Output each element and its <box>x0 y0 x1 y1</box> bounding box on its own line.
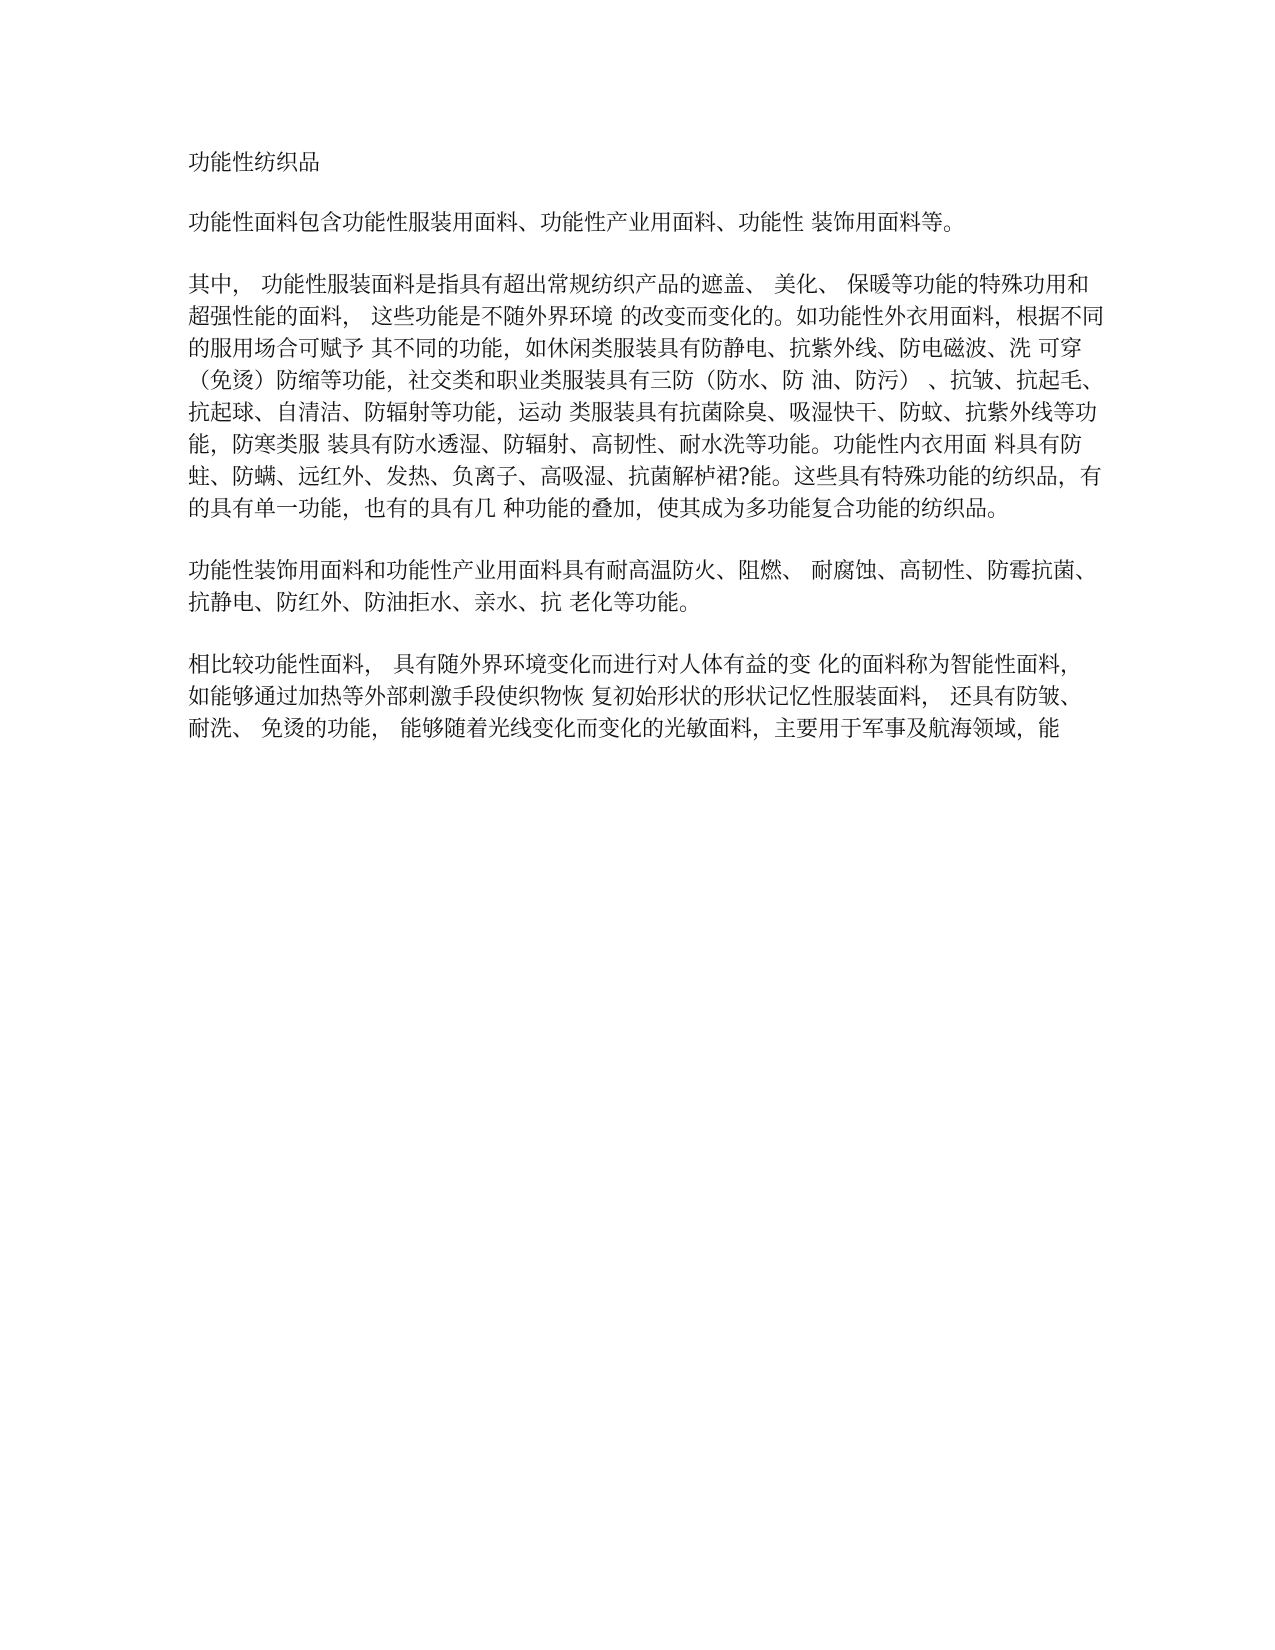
paragraph-smart-fabrics: 相比较功能性面料， 具有随外界环境变化而进行对人体有益的变 化的面料称为智能性面料， 如能够通过加热等外部刺激手段使织物恢 复初始形状的形状记忆性服装面料， 还具有防皱、 耐洗、 免烫的功能， 能够随着光线变化而变化的光敏面料，主要用于军事及航海领域，能 <box>188 653 1089 742</box>
paragraph-decorative-industrial-fabrics: 功能性装饰用面料和功能性产业用面料具有耐高温防火、阻燃、 耐腐蚀、高韧性、防霉抗菌、抗静电、防红外、防油拒水、亲水、抗 老化等功能。 <box>188 559 1097 616</box>
paragraph-fabric-categories: 功能性面料包含功能性服装用面料、功能性产业用面料、功能性 装饰用面料等。 <box>188 211 965 236</box>
document-body <box>188 148 1108 776</box>
document-title: 功能性纺织品 <box>188 151 321 176</box>
paragraph-apparel-fabrics: 其中， 功能性服装面料是指具有超出常规纺织产品的遮盖、 美化、 保暖等功能的特殊功用和超强性能的面料， 这些功能是不随外界环境 的改变而变化的。如功能性外衣用面料，根据不同的服用场合可赋予 其不同的功能，如休闲类服装具有防静电、抗紫外线、防电磁波、洗 可穿（免烫）防缩等功能，社交类和职业类服装具有三防（防水、防 油、防污） 、抗皱、抗起毛、抗起球、自清洁、防辐射等功能，运动 类服装具有抗菌除臭、吸湿快干、防蚊、抗紫外线等功能，防寒类服 装具有防水透湿、防辐射、高韧性、耐水洗等功能。功能性内衣用面 料具有防蛀、防螨、远红外、发热、负离子、高吸湿、抗菌解栌裙?能。这些具有特殊功能的纺织品，有的具有单一功能，也有的具有几 种功能的叠加，使其成为多功能复合功能的纺织品。 <box>188 273 1104 522</box>
